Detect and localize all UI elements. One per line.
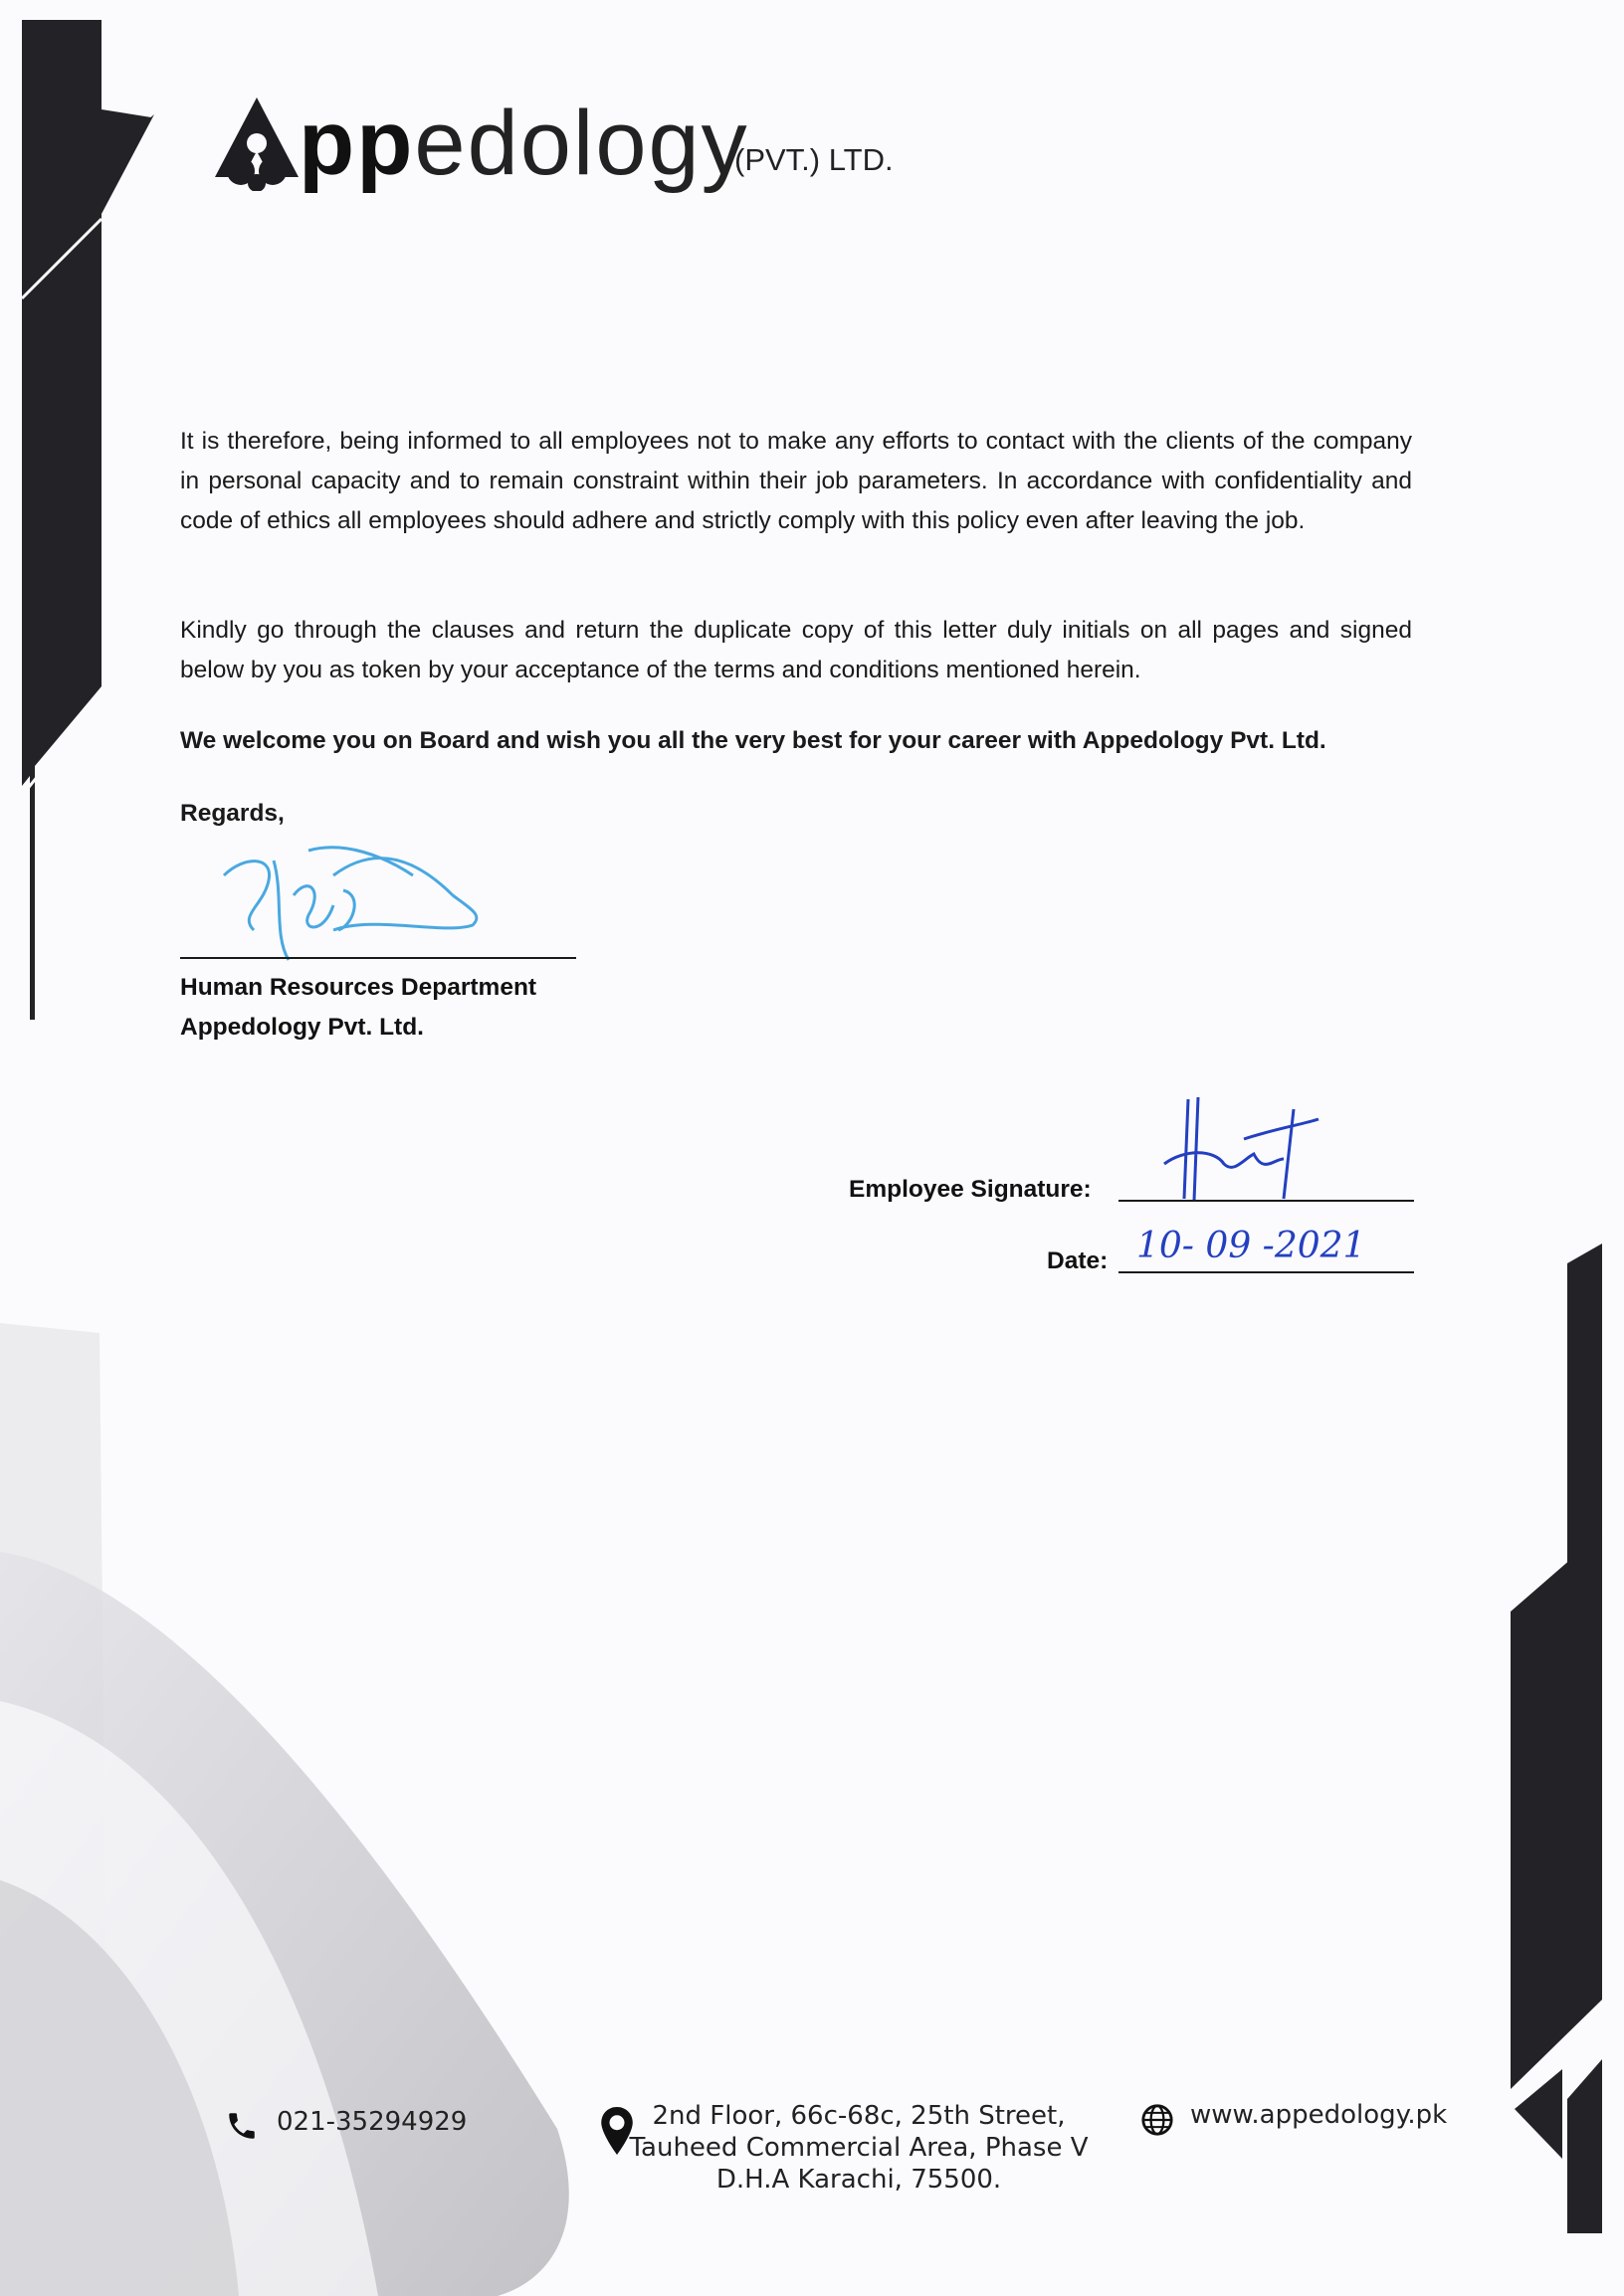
globe-icon: [1140, 2103, 1174, 2137]
address-line-1: 2nd Floor, 66c-68c, 25th Street,: [652, 2101, 1066, 2131]
employee-signature: [1144, 1089, 1323, 1209]
hr-department: Human Resources Department: [180, 974, 537, 1001]
regards-line: Regards,: [180, 800, 285, 827]
logo-light-text: edology: [414, 93, 749, 194]
hr-signature: [214, 836, 493, 970]
footer-phone[interactable]: 021-35294929: [277, 2107, 468, 2137]
paragraph-instructions: Kindly go through the clauses and return the duplicate copy of this letter duly initials on all pages and signed below by you as token by your acceptance of the terms and conditions mentioned herein.: [180, 617, 1412, 683]
company-logo-wordmark: [299, 93, 749, 194]
logo-suffix: (PVT.) LTD.: [734, 142, 894, 177]
paragraph-policy: It is therefore, being informed to all employees not to make any efforts to contact with the clients of the company in personal capacity and to remain constraint within their job parameters. In accordance with confidentiality and code of ethics all employees should adhere and strictly comply with this policy even after leaving the job.: [180, 428, 1412, 534]
hr-signature-line: [180, 957, 576, 959]
address-line-2: Tauheed Commercial Area, Phase V: [629, 2133, 1089, 2163]
employee-signature-line[interactable]: [1118, 1200, 1414, 1202]
footer-website[interactable]: www.appedology.pk: [1190, 2100, 1448, 2130]
address-line-3: D.H.A Karachi, 75500.: [715, 2165, 1002, 2195]
phone-icon: [225, 2109, 259, 2143]
right-decorative-bar: [1493, 1244, 1624, 2238]
logo-bold-text: pp: [299, 93, 415, 194]
background-swoosh: [0, 1323, 597, 2296]
date-label: Date:: [1047, 1247, 1109, 1274]
footer-address: [625, 2100, 1093, 2196]
date-line[interactable]: [1118, 1271, 1414, 1273]
employee-signature-label: Employee Signature:: [849, 1176, 1092, 1203]
date-value: 10- 09 -2021: [1136, 1226, 1366, 1266]
welcome-line: We welcome you on Board and wish you all the very best for your career with Appedology Pvt. Ltd.: [180, 727, 1326, 754]
logo-mark-icon: [211, 92, 303, 191]
left-decorative-bar: [0, 0, 169, 1094]
hr-company: Appedology Pvt. Ltd.: [180, 1014, 424, 1041]
